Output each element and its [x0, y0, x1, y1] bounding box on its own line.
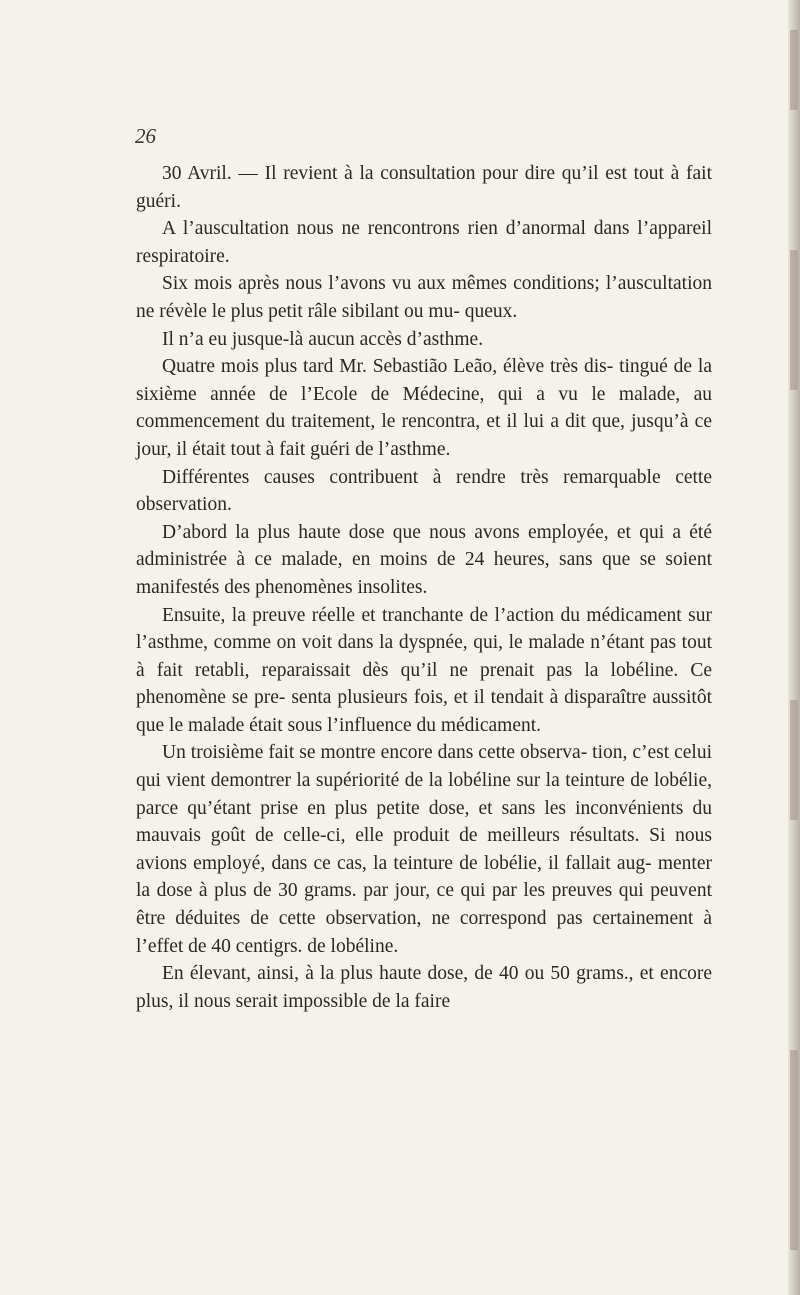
paragraph: Quatre mois plus tard Mr. Sebastião Leão, élève très dis- tingué de la sixième année de l’Ecole de Médecine, qui a vu le malade, au commencement du traitement, le rencontra, et il lui a dit que, jusqu’à ce jour, il était tout à fait guéri de l’asthme. [136, 356, 712, 460]
paragraph: A l’auscultation nous ne rencontrons rien d’anormal dans l’appareil respiratoire. [136, 218, 712, 267]
paragraph: Différentes causes contribuent à rendre très remarquable cette observation. [136, 466, 712, 516]
paragraph: Six mois après nous l’avons vu aux mêmes conditions; l’auscultation ne révèle le plus petit râle sibilant ou mu- queux. [136, 273, 712, 322]
body-text [136, 160, 712, 1015]
paragraph: Un troisième fait se montre encore dans cette observa- tion, c’est celui qui vient demontrer la supériorité de la lobéline sur la teinture de lobélie, parce qu’étant prise en plus petite dose, et sans les inconvénients du mauvais goût de celle-ci, elle produit de meilleurs résultats. Si nous avions employé, dans ce cas, la teinture de lobélie, il fallait aug- menter la dose à plus de 30 grams. par jour, ce qui par les preuves qui peuvent être déduites de cette observation, ne correspond pas certainement à l’effet de 40 centigrs. de lobéline. [136, 742, 712, 957]
paragraph: En élevant, ainsi, à la plus haute dose, de 40 ou 50 grams., et encore plus, il nous serait impossible de la faire [136, 963, 712, 1012]
page-number: 26 [135, 124, 156, 148]
paragraph: 30 Avril. — Il revient à la consultation pour dire qu’il est tout à fait guéri. [136, 163, 712, 212]
scan-edge-mark [790, 250, 798, 390]
scan-edge-mark [790, 1050, 798, 1250]
scan-edge-mark [790, 30, 798, 110]
paragraph: Il n’a eu jusque-là aucun accès d’asthme. [162, 328, 484, 350]
scan-edge-shadow [788, 0, 800, 1295]
paragraph: Ensuite, la preuve réelle et tranchante de l’action du médicament sur l’asthme, comme on voit dans la dyspnée, qui, le malade n’étant pas tout à fait retabli, reparaissait dès qu’il ne prenait pas la lobéline. Ce phenomène se pre- senta plusieurs fois, et il tendait à disparaître aussitôt que le malade était sous l’influence du médicament. [136, 604, 712, 736]
scan-edge-mark [790, 700, 798, 820]
paragraph: D’abord la plus haute dose que nous avons employée, et qui a été administrée à ce malade, en moins de 24 heures, sans que se soient manifestés des phenomènes insolites. [136, 521, 712, 598]
